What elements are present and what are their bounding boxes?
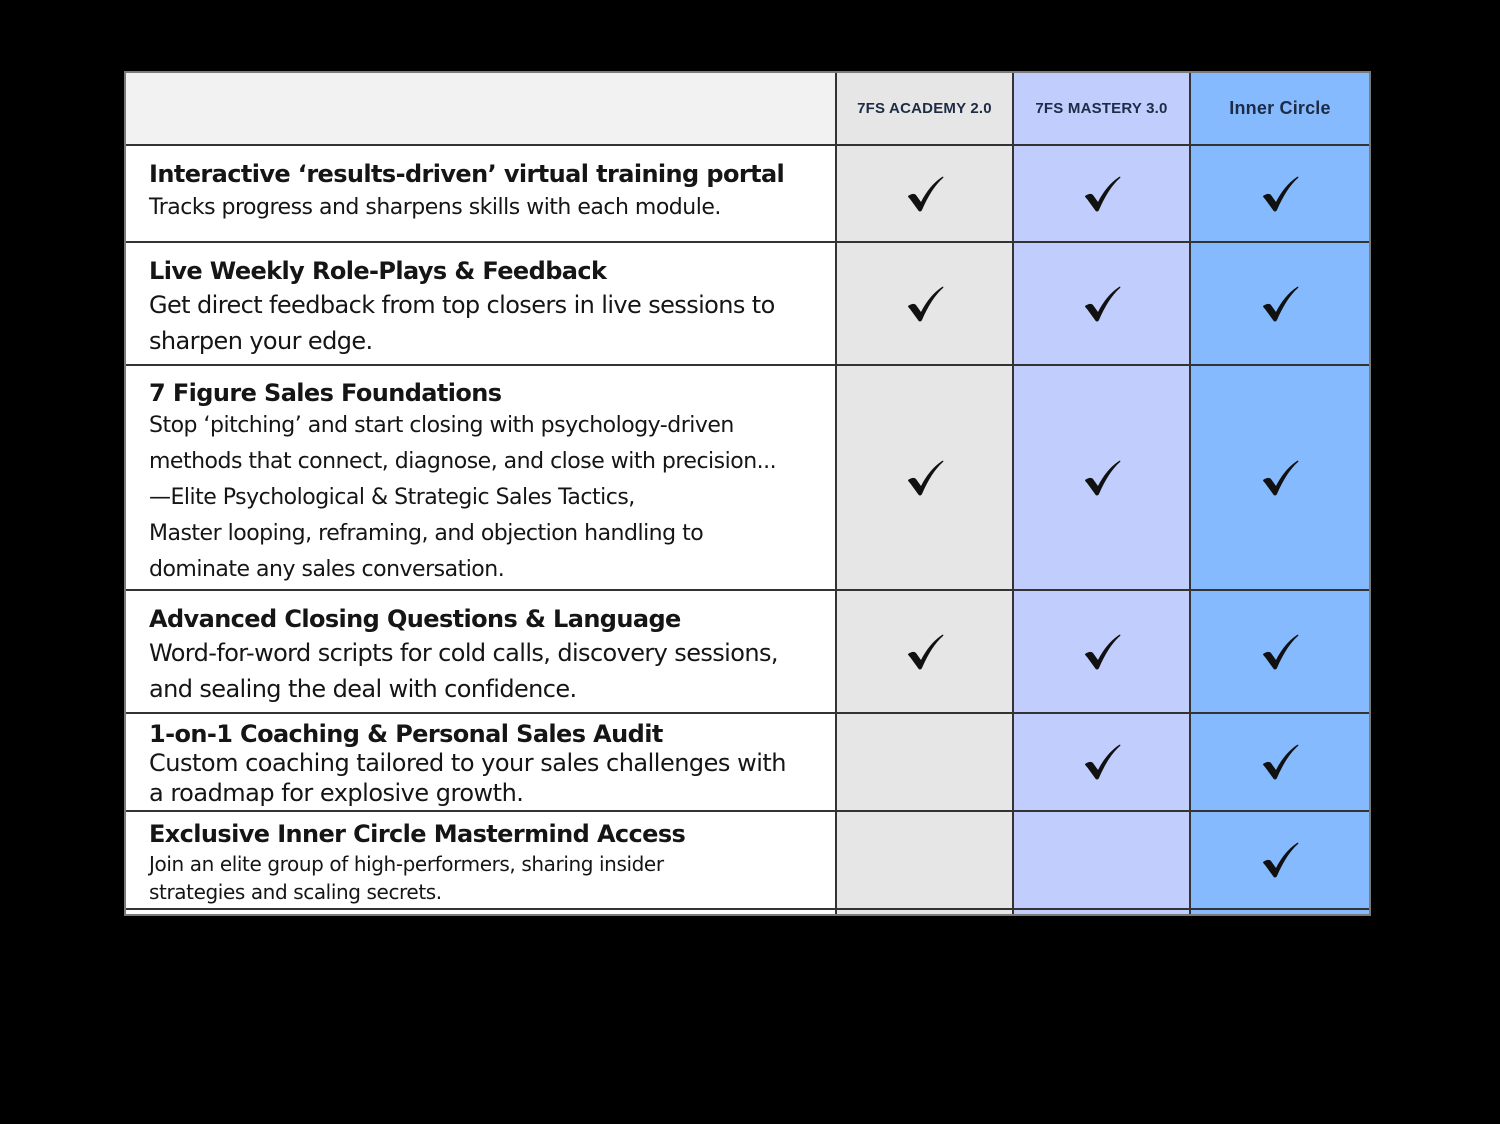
checkmark-icon <box>905 174 945 214</box>
feature-desc-line: sharpen your edge. <box>149 327 373 355</box>
check-cell <box>837 146 1014 243</box>
checkmark-icon <box>1260 284 1300 324</box>
feature-desc-line: and sealing the deal with confidence. <box>149 675 577 703</box>
feature-row-5 <box>126 714 837 812</box>
feature-title: Exclusive Inner Circle Mastermind Access <box>149 820 686 848</box>
feature-title: Advanced Closing Questions & Language <box>149 605 681 633</box>
comparison-grid <box>126 73 1369 916</box>
feature-desc-line: Word-for-word scripts for cold calls, discovery sessions, <box>149 639 778 667</box>
feature-title: 7 Figure Sales Foundations <box>149 379 502 407</box>
feature-row-3 <box>126 366 837 591</box>
check-cell <box>1014 812 1191 910</box>
check-cell <box>1191 591 1369 714</box>
checkmark-icon <box>1260 840 1300 880</box>
check-cell <box>837 812 1014 910</box>
checkmark-icon <box>905 458 945 498</box>
feature-title: Interactive ‘results-driven’ virtual training portal <box>149 160 785 188</box>
header-inner-circle <box>1191 73 1369 146</box>
checkmark-icon <box>1260 632 1300 672</box>
header-mastery-label: 7FS MASTERY 3.0 <box>1035 100 1168 117</box>
check-cell <box>1014 591 1191 714</box>
feature-desc-line: Custom coaching tailored to your sales challenges with <box>149 749 786 777</box>
check-cell <box>1191 243 1369 366</box>
check-cell <box>1191 146 1369 243</box>
checkmark-icon <box>1260 742 1300 782</box>
checkmark-icon <box>1082 458 1122 498</box>
check-cell <box>1014 366 1191 591</box>
checkmark-icon <box>1082 284 1122 324</box>
check-cell <box>1191 812 1369 910</box>
feature-desc-line: methods that connect, diagnose, and close with precision... <box>149 449 777 474</box>
feature-desc-line: Stop ‘pitching’ and start closing with psychology-driven <box>149 413 734 438</box>
checkmark-icon <box>1082 632 1122 672</box>
header-academy <box>837 73 1014 146</box>
check-cell <box>1014 243 1191 366</box>
checkmark-icon <box>1082 742 1122 782</box>
feature-desc-line: —Elite Psychological & Strategic Sales Tactics, <box>149 485 635 510</box>
feature-desc-line: Master looping, reframing, and objection handling to <box>149 521 704 546</box>
check-cell <box>1191 714 1369 812</box>
comparison-table <box>124 71 1371 916</box>
table-cutoff-academy <box>837 910 1014 916</box>
table-cutoff-inner-circle <box>1191 910 1369 916</box>
checkmark-icon <box>1260 458 1300 498</box>
check-cell <box>837 591 1014 714</box>
header-inner-circle-label: Inner Circle <box>1229 98 1331 118</box>
feature-row-4 <box>126 591 837 714</box>
check-cell <box>1014 146 1191 243</box>
feature-row-6 <box>126 812 837 910</box>
check-cell <box>837 714 1014 812</box>
checkmark-icon <box>905 284 945 324</box>
checkmark-icon <box>1082 174 1122 214</box>
table-cutoff-mastery <box>1014 910 1191 916</box>
check-cell <box>837 366 1014 591</box>
check-cell <box>1014 714 1191 812</box>
check-cell <box>837 243 1014 366</box>
feature-title: 1-on-1 Coaching & Personal Sales Audit <box>149 720 663 748</box>
checkmark-icon <box>905 632 945 672</box>
feature-desc-line: dominate any sales conversation. <box>149 557 505 582</box>
feature-title: Live Weekly Role-Plays & Feedback <box>149 257 607 285</box>
feature-desc-line: Join an elite group of high-performers, sharing insider <box>149 852 664 876</box>
feature-desc-line: Get direct feedback from top closers in live sessions to <box>149 291 775 319</box>
header-feature-cell <box>126 73 837 146</box>
feature-desc-line: a roadmap for explosive growth. <box>149 779 524 807</box>
checkmark-icon <box>1260 174 1300 214</box>
feature-row-1 <box>126 146 837 243</box>
feature-row-2 <box>126 243 837 366</box>
table-cutoff-feature <box>126 910 837 916</box>
check-cell <box>1191 366 1369 591</box>
header-academy-label: 7FS ACADEMY 2.0 <box>857 100 992 117</box>
feature-desc-line: strategies and scaling secrets. <box>149 880 442 904</box>
header-mastery <box>1014 73 1191 146</box>
feature-desc-line: Tracks progress and sharpens skills with each module. <box>149 195 721 220</box>
